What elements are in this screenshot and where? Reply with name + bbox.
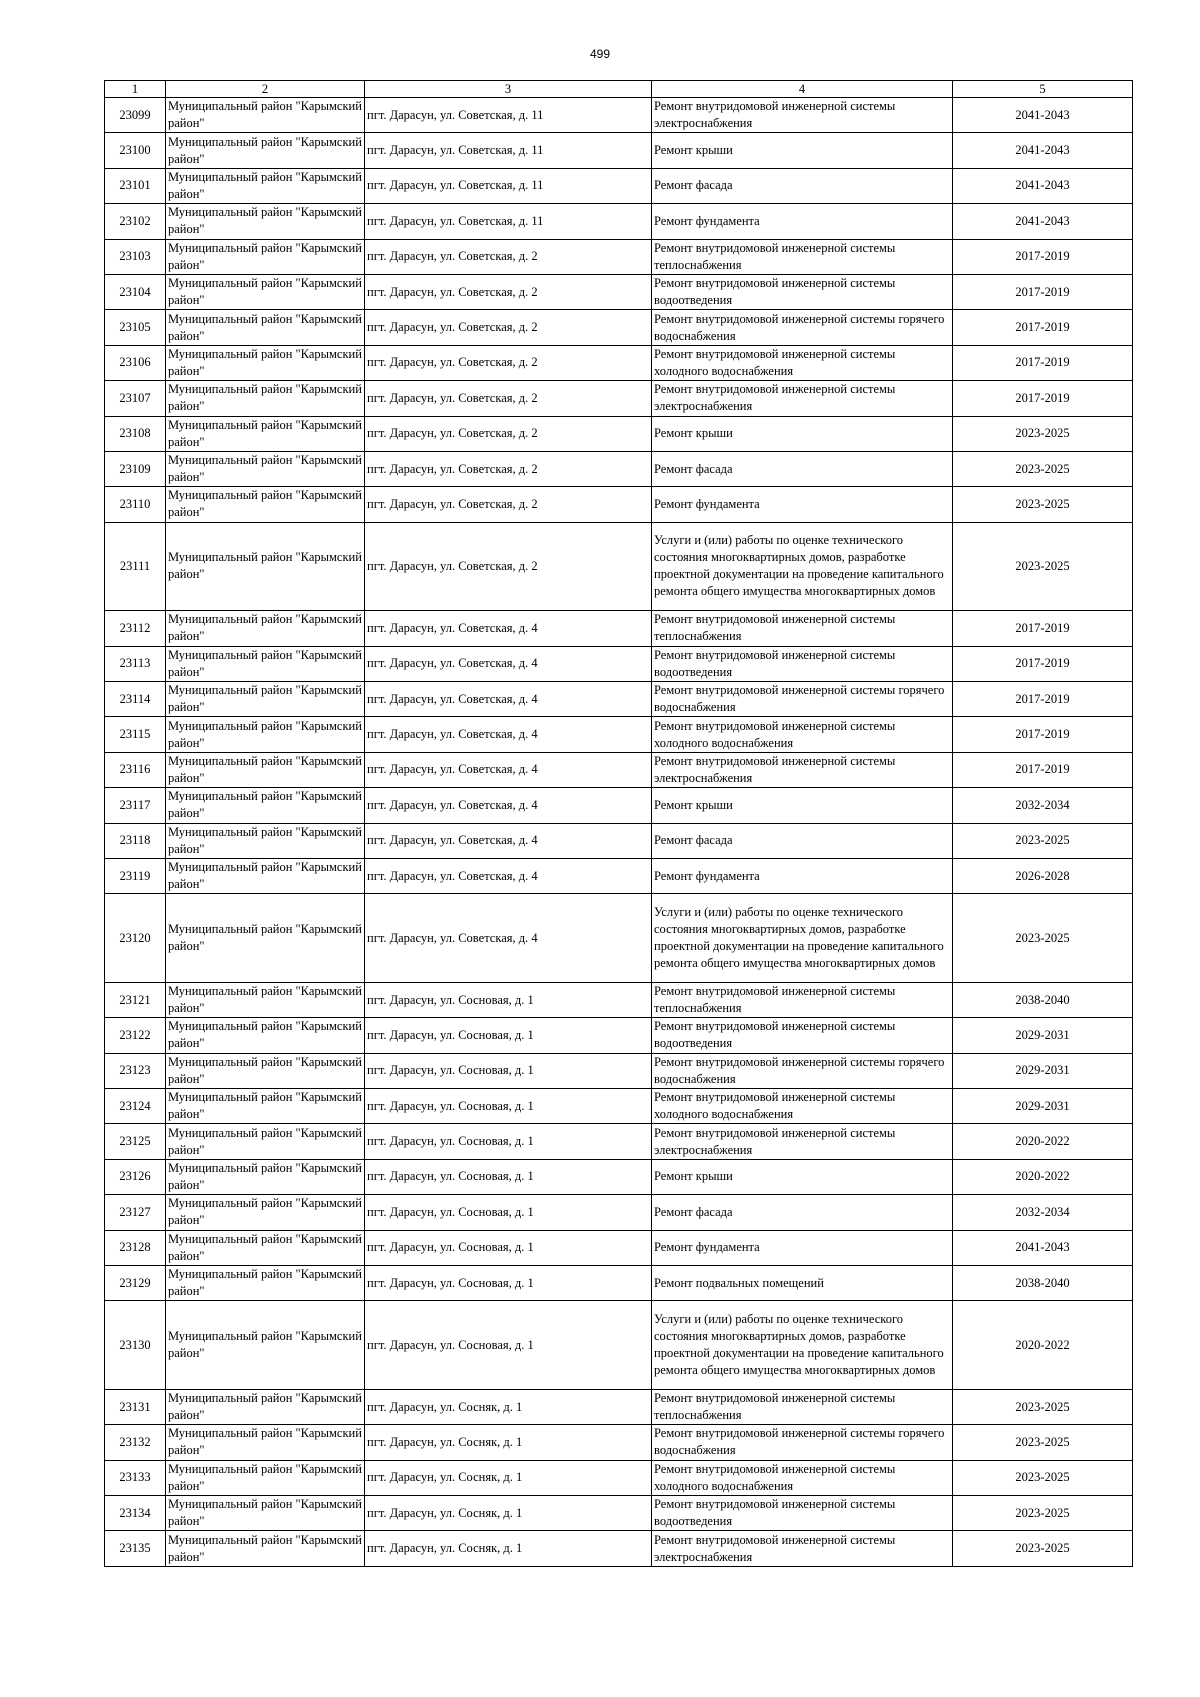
address-cell: пгт. Дарасун, ул. Сосновая, д. 1 — [365, 1018, 652, 1053]
municipality-cell: Муниципальный район "Карымский район" — [166, 451, 365, 486]
period-cell: 2023-2025 — [953, 416, 1133, 451]
address-cell: пгт. Дарасун, ул. Советская, д. 4 — [365, 752, 652, 787]
period-cell: 2020-2022 — [953, 1159, 1133, 1194]
work-type-cell: Ремонт внутридомовой инженерной системы водоотведения — [652, 646, 953, 681]
municipality-cell: Муниципальный район "Карымский район" — [166, 1018, 365, 1053]
work-type-cell: Ремонт фундамента — [652, 1230, 953, 1265]
period-cell: 2017-2019 — [953, 646, 1133, 681]
municipality-cell: Муниципальный район "Карымский район" — [166, 894, 365, 983]
address-cell: пгт. Дарасун, ул. Советская, д. 2 — [365, 274, 652, 309]
period-cell: 2041-2043 — [953, 133, 1133, 168]
row-number: 23129 — [105, 1265, 166, 1300]
table-row — [105, 1088, 1133, 1123]
table-row — [105, 1425, 1133, 1460]
work-type-cell: Ремонт внутридомовой инженерной системы холодного водоснабжения — [652, 717, 953, 752]
period-cell: 2023-2025 — [953, 894, 1133, 983]
address-cell: пгт. Дарасун, ул. Сосновая, д. 1 — [365, 1301, 652, 1390]
row-number: 23113 — [105, 646, 166, 681]
work-type-cell: Ремонт внутридомовой инженерной системы горячего водоснабжения — [652, 681, 953, 716]
table-row — [105, 204, 1133, 239]
municipality-cell: Муниципальный район "Карымский район" — [166, 1496, 365, 1531]
period-cell: 2017-2019 — [953, 752, 1133, 787]
work-type-cell: Ремонт подвальных помещений — [652, 1265, 953, 1300]
table-row — [105, 416, 1133, 451]
address-cell: пгт. Дарасун, ул. Советская, д. 4 — [365, 611, 652, 646]
capital-repair-table — [104, 80, 1133, 1567]
row-number: 23133 — [105, 1460, 166, 1495]
address-cell: пгт. Дарасун, ул. Сосновая, д. 1 — [365, 1088, 652, 1123]
period-cell: 2038-2040 — [953, 982, 1133, 1017]
period-cell: 2032-2034 — [953, 788, 1133, 823]
table-row — [105, 611, 1133, 646]
period-cell: 2023-2025 — [953, 1496, 1133, 1531]
table-row — [105, 1195, 1133, 1230]
row-number: 23119 — [105, 858, 166, 893]
work-type-cell: Ремонт внутридомовой инженерной системы горячего водоснабжения — [652, 1053, 953, 1088]
period-cell: 2041-2043 — [953, 1230, 1133, 1265]
address-cell: пгт. Дарасун, ул. Советская, д. 11 — [365, 133, 652, 168]
work-type-cell: Ремонт фасада — [652, 168, 953, 203]
table-row — [105, 1531, 1133, 1566]
table-row — [105, 239, 1133, 274]
period-cell: 2020-2022 — [953, 1301, 1133, 1390]
row-number: 23132 — [105, 1425, 166, 1460]
row-number: 23108 — [105, 416, 166, 451]
period-cell: 2023-2025 — [953, 1460, 1133, 1495]
period-cell: 2029-2031 — [953, 1088, 1133, 1123]
table-row — [105, 451, 1133, 486]
table-row — [105, 894, 1133, 983]
table-row — [105, 681, 1133, 716]
period-cell: 2017-2019 — [953, 274, 1133, 309]
row-number: 23107 — [105, 381, 166, 416]
address-cell: пгт. Дарасун, ул. Советская, д. 2 — [365, 239, 652, 274]
row-number: 23100 — [105, 133, 166, 168]
table-row — [105, 982, 1133, 1017]
address-cell: пгт. Дарасун, ул. Советская, д. 11 — [365, 98, 652, 133]
row-number: 23121 — [105, 982, 166, 1017]
municipality-cell: Муниципальный район "Карымский район" — [166, 1195, 365, 1230]
period-cell: 2023-2025 — [953, 1531, 1133, 1566]
row-number: 23128 — [105, 1230, 166, 1265]
row-number: 23124 — [105, 1088, 166, 1123]
period-cell: 2023-2025 — [953, 823, 1133, 858]
work-type-cell: Ремонт внутридомовой инженерной системы электроснабжения — [652, 1124, 953, 1159]
period-cell: 2017-2019 — [953, 345, 1133, 380]
work-type-cell: Ремонт внутридомовой инженерной системы теплоснабжения — [652, 982, 953, 1017]
table-row — [105, 1053, 1133, 1088]
municipality-cell: Муниципальный район "Карымский район" — [166, 982, 365, 1017]
table-row — [105, 1159, 1133, 1194]
municipality-cell: Муниципальный район "Карымский район" — [166, 611, 365, 646]
municipality-cell: Муниципальный район "Карымский район" — [166, 522, 365, 611]
municipality-cell: Муниципальный район "Карымский район" — [166, 168, 365, 203]
address-cell: пгт. Дарасун, ул. Советская, д. 4 — [365, 646, 652, 681]
period-cell: 2017-2019 — [953, 611, 1133, 646]
row-number: 23130 — [105, 1301, 166, 1390]
municipality-cell: Муниципальный район "Карымский район" — [166, 823, 365, 858]
row-number: 23111 — [105, 522, 166, 611]
municipality-cell: Муниципальный район "Карымский район" — [166, 274, 365, 309]
municipality-cell: Муниципальный район "Карымский район" — [166, 752, 365, 787]
row-number: 23112 — [105, 611, 166, 646]
table-row — [105, 310, 1133, 345]
row-number: 23103 — [105, 239, 166, 274]
municipality-cell: Муниципальный район "Карымский район" — [166, 98, 365, 133]
table-row — [105, 98, 1133, 133]
period-cell: 2029-2031 — [953, 1053, 1133, 1088]
work-type-cell: Ремонт фасада — [652, 823, 953, 858]
row-number: 23102 — [105, 204, 166, 239]
period-cell: 2032-2034 — [953, 1195, 1133, 1230]
table-row — [105, 168, 1133, 203]
period-cell: 2023-2025 — [953, 487, 1133, 522]
table-row — [105, 274, 1133, 309]
address-cell: пгт. Дарасун, ул. Советская, д. 2 — [365, 416, 652, 451]
row-number: 23127 — [105, 1195, 166, 1230]
page-number: 499 — [589, 47, 611, 61]
municipality-cell: Муниципальный район "Карымский район" — [166, 1159, 365, 1194]
address-cell: пгт. Дарасун, ул. Советская, д. 4 — [365, 823, 652, 858]
municipality-cell: Муниципальный район "Карымский район" — [166, 1389, 365, 1424]
work-type-cell: Услуги и (или) работы по оценке технического состояния многоквартирных домов, разработке проектной документации на проведение капитального ремонта общего имущества многоквартирных домов — [652, 894, 953, 983]
address-cell: пгт. Дарасун, ул. Советская, д. 2 — [365, 345, 652, 380]
address-cell: пгт. Дарасун, ул. Советская, д. 4 — [365, 858, 652, 893]
header-row — [105, 81, 1133, 98]
column-header-1: 1 — [105, 81, 166, 98]
work-type-cell: Ремонт внутридомовой инженерной системы электроснабжения — [652, 381, 953, 416]
address-cell: пгт. Дарасун, ул. Советская, д. 11 — [365, 168, 652, 203]
table-row — [105, 858, 1133, 893]
table-row — [105, 1230, 1133, 1265]
table-row — [105, 1301, 1133, 1390]
table-header — [105, 81, 1133, 98]
municipality-cell: Муниципальный район "Карымский район" — [166, 204, 365, 239]
municipality-cell: Муниципальный район "Карымский район" — [166, 381, 365, 416]
work-type-cell: Ремонт внутридомовой инженерной системы теплоснабжения — [652, 1389, 953, 1424]
address-cell: пгт. Дарасун, ул. Сосновая, д. 1 — [365, 1195, 652, 1230]
table-row — [105, 133, 1133, 168]
period-cell: 2017-2019 — [953, 681, 1133, 716]
period-cell: 2041-2043 — [953, 204, 1133, 239]
period-cell: 2023-2025 — [953, 451, 1133, 486]
table-row — [105, 345, 1133, 380]
work-type-cell: Ремонт внутридомовой инженерной системы электроснабжения — [652, 752, 953, 787]
period-cell: 2041-2043 — [953, 98, 1133, 133]
period-cell: 2017-2019 — [953, 239, 1133, 274]
table-row — [105, 487, 1133, 522]
period-cell: 2017-2019 — [953, 381, 1133, 416]
table-row — [105, 752, 1133, 787]
work-type-cell: Ремонт фундамента — [652, 487, 953, 522]
work-type-cell: Ремонт фасада — [652, 1195, 953, 1230]
table-row — [105, 522, 1133, 611]
table-row — [105, 717, 1133, 752]
work-type-cell: Услуги и (или) работы по оценке технического состояния многоквартирных домов, разработке проектной документации на проведение капитального ремонта общего имущества многоквартирных домов — [652, 1301, 953, 1390]
period-cell: 2023-2025 — [953, 1425, 1133, 1460]
municipality-cell: Муниципальный район "Карымский район" — [166, 239, 365, 274]
work-type-cell: Ремонт внутридомовой инженерной системы теплоснабжения — [652, 611, 953, 646]
work-type-cell: Ремонт крыши — [652, 133, 953, 168]
table-row — [105, 1460, 1133, 1495]
municipality-cell: Муниципальный район "Карымский район" — [166, 310, 365, 345]
address-cell: пгт. Дарасун, ул. Советская, д. 2 — [365, 487, 652, 522]
work-type-cell: Ремонт внутридомовой инженерной системы водоотведения — [652, 1496, 953, 1531]
row-number: 23099 — [105, 98, 166, 133]
municipality-cell: Муниципальный район "Карымский район" — [166, 788, 365, 823]
column-header-2: 2 — [166, 81, 365, 98]
municipality-cell: Муниципальный район "Карымский район" — [166, 1460, 365, 1495]
period-cell: 2017-2019 — [953, 310, 1133, 345]
municipality-cell: Муниципальный район "Карымский район" — [166, 646, 365, 681]
municipality-cell: Муниципальный район "Карымский район" — [166, 681, 365, 716]
period-cell: 2026-2028 — [953, 858, 1133, 893]
column-header-4: 4 — [652, 81, 953, 98]
period-cell: 2029-2031 — [953, 1018, 1133, 1053]
municipality-cell: Муниципальный район "Карымский район" — [166, 1124, 365, 1159]
municipality-cell: Муниципальный район "Карымский район" — [166, 1088, 365, 1123]
table-row — [105, 1124, 1133, 1159]
address-cell: пгт. Дарасун, ул. Сосняк, д. 1 — [365, 1389, 652, 1424]
work-type-cell: Ремонт крыши — [652, 416, 953, 451]
address-cell: пгт. Дарасун, ул. Сосновая, д. 1 — [365, 1265, 652, 1300]
period-cell: 2023-2025 — [953, 1389, 1133, 1424]
work-type-cell: Ремонт внутридомовой инженерной системы теплоснабжения — [652, 239, 953, 274]
row-number: 23104 — [105, 274, 166, 309]
period-cell: 2020-2022 — [953, 1124, 1133, 1159]
column-header-3: 3 — [365, 81, 652, 98]
address-cell: пгт. Дарасун, ул. Сосновая, д. 1 — [365, 1053, 652, 1088]
table-row — [105, 1389, 1133, 1424]
work-type-cell: Ремонт крыши — [652, 1159, 953, 1194]
work-type-cell: Ремонт внутридомовой инженерной системы горячего водоснабжения — [652, 310, 953, 345]
row-number: 23118 — [105, 823, 166, 858]
work-type-cell: Ремонт фундамента — [652, 204, 953, 239]
row-number: 23126 — [105, 1159, 166, 1194]
work-type-cell: Ремонт внутридомовой инженерной системы электроснабжения — [652, 1531, 953, 1566]
address-cell: пгт. Дарасун, ул. Сосняк, д. 1 — [365, 1425, 652, 1460]
table-row — [105, 646, 1133, 681]
period-cell: 2038-2040 — [953, 1265, 1133, 1300]
municipality-cell: Муниципальный район "Карымский район" — [166, 1265, 365, 1300]
table-row — [105, 1265, 1133, 1300]
address-cell: пгт. Дарасун, ул. Советская, д. 4 — [365, 894, 652, 983]
column-header-5: 5 — [953, 81, 1133, 98]
municipality-cell: Муниципальный район "Карымский район" — [166, 416, 365, 451]
work-type-cell: Ремонт внутридомовой инженерной системы горячего водоснабжения — [652, 1425, 953, 1460]
municipality-cell: Муниципальный район "Карымский район" — [166, 858, 365, 893]
row-number: 23122 — [105, 1018, 166, 1053]
row-number: 23134 — [105, 1496, 166, 1531]
address-cell: пгт. Дарасун, ул. Советская, д. 2 — [365, 451, 652, 486]
table-row — [105, 1018, 1133, 1053]
row-number: 23131 — [105, 1389, 166, 1424]
table-body — [105, 98, 1133, 1567]
row-number: 23105 — [105, 310, 166, 345]
table-row — [105, 788, 1133, 823]
period-cell: 2017-2019 — [953, 717, 1133, 752]
row-number: 23114 — [105, 681, 166, 716]
address-cell: пгт. Дарасун, ул. Сосновая, д. 1 — [365, 982, 652, 1017]
address-cell: пгт. Дарасун, ул. Сосновая, д. 1 — [365, 1124, 652, 1159]
work-type-cell: Услуги и (или) работы по оценке технического состояния многоквартирных домов, разработке проектной документации на проведение капитального ремонта общего имущества многоквартирных домов — [652, 522, 953, 611]
address-cell: пгт. Дарасун, ул. Сосновая, д. 1 — [365, 1159, 652, 1194]
row-number: 23109 — [105, 451, 166, 486]
address-cell: пгт. Дарасун, ул. Сосняк, д. 1 — [365, 1460, 652, 1495]
municipality-cell: Муниципальный район "Карымский район" — [166, 487, 365, 522]
address-cell: пгт. Дарасун, ул. Советская, д. 2 — [365, 381, 652, 416]
row-number: 23101 — [105, 168, 166, 203]
municipality-cell: Муниципальный район "Карымский район" — [166, 1531, 365, 1566]
work-type-cell: Ремонт внутридомовой инженерной системы холодного водоснабжения — [652, 1460, 953, 1495]
table-row — [105, 381, 1133, 416]
row-number: 23110 — [105, 487, 166, 522]
row-number: 23120 — [105, 894, 166, 983]
row-number: 23125 — [105, 1124, 166, 1159]
row-number: 23117 — [105, 788, 166, 823]
municipality-cell: Муниципальный район "Карымский район" — [166, 1425, 365, 1460]
address-cell: пгт. Дарасун, ул. Сосняк, д. 1 — [365, 1496, 652, 1531]
address-cell: пгт. Дарасун, ул. Сосновая, д. 1 — [365, 1230, 652, 1265]
work-type-cell: Ремонт внутридомовой инженерной системы электроснабжения — [652, 98, 953, 133]
row-number: 23135 — [105, 1531, 166, 1566]
municipality-cell: Муниципальный район "Карымский район" — [166, 717, 365, 752]
row-number: 23106 — [105, 345, 166, 380]
address-cell: пгт. Дарасун, ул. Советская, д. 2 — [365, 310, 652, 345]
period-cell: 2023-2025 — [953, 522, 1133, 611]
row-number: 23123 — [105, 1053, 166, 1088]
table-row — [105, 823, 1133, 858]
work-type-cell: Ремонт внутридомовой инженерной системы холодного водоснабжения — [652, 345, 953, 380]
address-cell: пгт. Дарасун, ул. Советская, д. 11 — [365, 204, 652, 239]
municipality-cell: Муниципальный район "Карымский район" — [166, 1053, 365, 1088]
address-cell: пгт. Дарасун, ул. Советская, д. 4 — [365, 788, 652, 823]
work-type-cell: Ремонт внутридомовой инженерной системы водоотведения — [652, 1018, 953, 1053]
address-cell: пгт. Дарасун, ул. Советская, д. 2 — [365, 522, 652, 611]
work-type-cell: Ремонт внутридомовой инженерной системы холодного водоснабжения — [652, 1088, 953, 1123]
municipality-cell: Муниципальный район "Карымский район" — [166, 133, 365, 168]
row-number: 23116 — [105, 752, 166, 787]
municipality-cell: Муниципальный район "Карымский район" — [166, 1230, 365, 1265]
table-row — [105, 1496, 1133, 1531]
address-cell: пгт. Дарасун, ул. Советская, д. 4 — [365, 717, 652, 752]
row-number: 23115 — [105, 717, 166, 752]
work-type-cell: Ремонт крыши — [652, 788, 953, 823]
work-type-cell: Ремонт фасада — [652, 451, 953, 486]
municipality-cell: Муниципальный район "Карымский район" — [166, 1301, 365, 1390]
work-type-cell: Ремонт фундамента — [652, 858, 953, 893]
period-cell: 2041-2043 — [953, 168, 1133, 203]
work-type-cell: Ремонт внутридомовой инженерной системы водоотведения — [652, 274, 953, 309]
address-cell: пгт. Дарасун, ул. Советская, д. 4 — [365, 681, 652, 716]
municipality-cell: Муниципальный район "Карымский район" — [166, 345, 365, 380]
address-cell: пгт. Дарасун, ул. Сосняк, д. 1 — [365, 1531, 652, 1566]
